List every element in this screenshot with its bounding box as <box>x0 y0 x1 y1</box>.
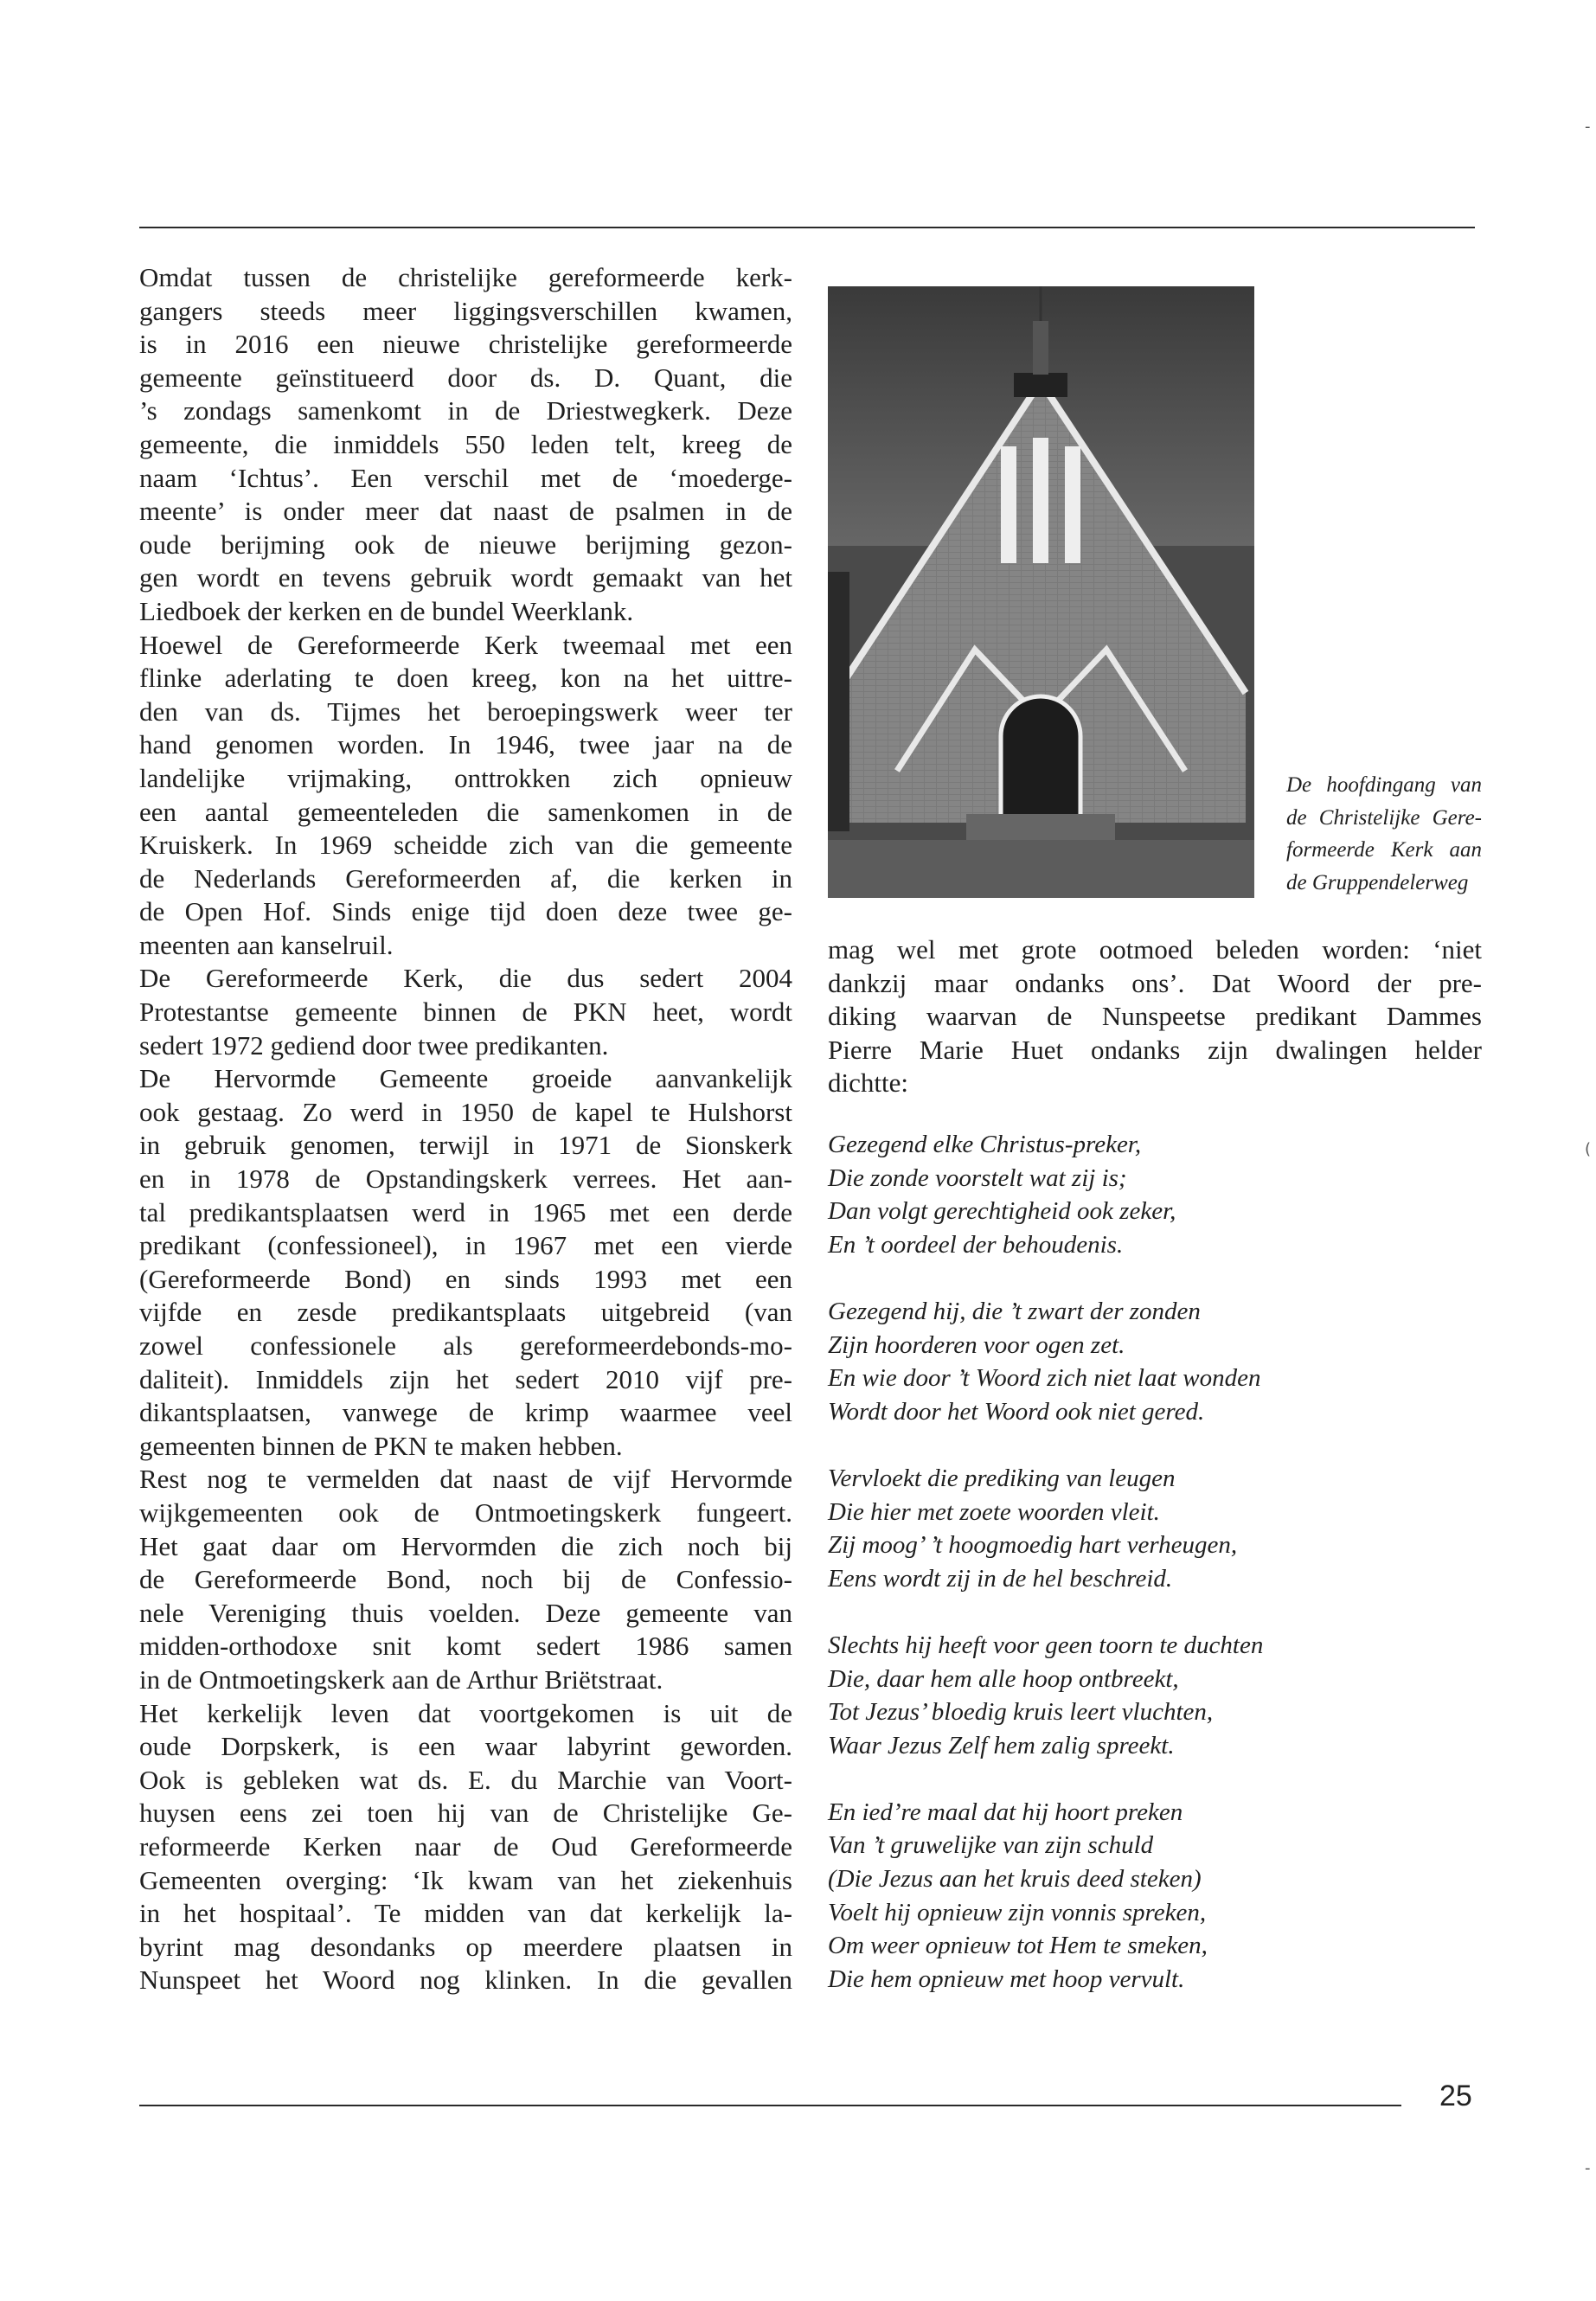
text-line: Rest nog te vermelden dat naast de vijf Hervormde <box>139 1464 792 1495</box>
top-rule <box>139 227 1475 228</box>
text-line: Omdat tussen de christelijke gereformeerde kerk- <box>139 262 792 292</box>
text-line: predikant (confessioneel), in 1967 met een vierde <box>139 1230 792 1261</box>
poem-line: En ’t oordeel der behoudenis. <box>828 1230 1124 1259</box>
poem-line: Die hier met zoete woorden vleit. <box>828 1497 1160 1526</box>
text-line: wijkgemeenten ook de Ontmoetingskerk fungeert. <box>139 1497 792 1528</box>
poem-line: En wie door ’t Woord zich niet laat wonden <box>828 1364 1261 1393</box>
text-line: huysen eens zei toen hij van de Christelijke Ge- <box>139 1798 792 1829</box>
poem-line: En ied’re maal dat hij hoort preken <box>828 1798 1183 1826</box>
poem-line: Voelt hij opnieuw zijn vonnis spreken, <box>828 1898 1207 1926</box>
text-line: vijfde en zesde predikantsplaats uitgebreid (van <box>139 1297 792 1328</box>
text-line: mag wel met grote ootmoed beleden worden: ‘niet <box>828 934 1482 965</box>
text-line: gangers steeds meer liggingsverschillen kwamen, <box>139 295 792 326</box>
poem-line: Eens wordt zij in de hel beschreid. <box>828 1564 1173 1593</box>
poem-stanza <box>828 1295 1482 1428</box>
poem-line: Tot Jezus’ bloedig kruis leert vluchten, <box>828 1698 1214 1727</box>
text-line: Het gaat daar om Hervormden die zich noch bij <box>139 1530 792 1561</box>
poem-stanza <box>828 1128 1482 1261</box>
caption-line: de Christelijke Gere- <box>1286 805 1482 830</box>
text-line: meente’ is onder meer dat naast de psalmen in de <box>139 496 792 527</box>
text-line: oude Dorpskerk, is een waar labyrint geworden. <box>139 1731 792 1762</box>
poem-line: Waar Jezus Zelf hem zalig spreekt. <box>828 1731 1175 1759</box>
text-line: en in 1978 de Opstandingskerk verrees. Het aan- <box>139 1163 792 1195</box>
text-line: byrint mag desondanks op meerdere plaatsen in <box>139 1931 792 1962</box>
poem-line: Zij moog’ ’t hoogmoedig hart verheugen, <box>828 1531 1238 1560</box>
text-line: Pierre Marie Huet ondanks zijn dwalingen helder <box>828 1034 1482 1065</box>
poem-line: Vervloekt die prediking van leugen <box>828 1464 1176 1492</box>
poem-stanza <box>828 1796 1482 1997</box>
text-line: (Gereformeerde Bond) en sinds 1993 met een <box>139 1263 792 1294</box>
text-line: Protestantse gemeente binnen de PKN heet, wordt <box>139 997 792 1028</box>
text-line: Hoewel de Gereformeerde Kerk tweemaal met een <box>139 629 792 660</box>
text-line: ook gestaag. Zo werd in 1950 de kapel te Hulshorst <box>139 1096 792 1127</box>
text-line: daliteit). Inmiddels zijn het sedert 2010 vijf pre- <box>139 1363 792 1394</box>
right-column-text <box>828 933 1482 1100</box>
poem-line: Zijn hoorderen voor ogen zet. <box>828 1330 1125 1359</box>
poem-line: Van ’t gruwelijke van zijn schuld <box>828 1831 1154 1860</box>
text-line: Kruiskerk. In 1969 scheidde zich van die gemeente <box>139 830 792 861</box>
text-line: sedert 1972 gediend door twee predikanten. <box>139 1029 609 1061</box>
poem-stanza <box>828 1629 1482 1762</box>
text-line: de Open Hof. Sinds enige tijd doen deze twee ge- <box>139 896 792 927</box>
text-line: ’s zondags samenkomt in de Driestwegkerk. Deze <box>139 395 792 426</box>
poem <box>828 1128 1482 1996</box>
text-line: Ook is gebleken wat ds. E. du Marchie van Voort- <box>139 1764 792 1795</box>
text-line: landelijke vrijmaking, onttrokken zich opnieuw <box>139 762 792 793</box>
text-line: de Nederlands Gereformeerden af, die kerken in <box>139 862 792 894</box>
text-line: meenten aan kanselruil. <box>139 929 394 960</box>
text-line: gemeenten binnen de PKN te maken hebben. <box>139 1430 623 1461</box>
poem-line: Die zonde voorstelt wat zij is; <box>828 1163 1127 1192</box>
text-line: Het kerkelijk leven dat voortgekomen is uit de <box>139 1697 792 1728</box>
text-line: dikantsplaatsen, vanwege de krimp waarmee veel <box>139 1397 792 1428</box>
poem-line: Dan volgt gerechtigheid ook zeker, <box>828 1197 1176 1226</box>
text-line: dankzij maar ondanks ons’. Dat Woord der pre- <box>828 967 1482 998</box>
left-column-text <box>139 261 792 1997</box>
text-line: is in 2016 een nieuwe christelijke gereformeerde <box>139 329 792 360</box>
text-line: den van ds. Tijmes het beroepingswerk weer ter <box>139 695 792 727</box>
poem-line: Die hem opnieuw met hoop vervult. <box>828 1965 1185 1993</box>
text-line: naam ‘Ichtus’. Een verschil met de ‘moederge- <box>139 462 792 493</box>
poem-line: Wordt door het Woord ook niet gered. <box>828 1397 1205 1426</box>
text-line: oude berijming ook de nieuwe berijming gezon- <box>139 529 792 560</box>
poem-line: Slechts hij heeft voor geen toorn te duchten <box>828 1631 1264 1659</box>
text-line: in gebruik genomen, terwijl in 1971 de Sionskerk <box>139 1130 792 1161</box>
text-line: gemeente geïnstitueerd door ds. D. Quant, die <box>139 362 792 393</box>
poem-line: Om weer opnieuw tot Hem te smeken, <box>828 1932 1208 1960</box>
text-line: nele Vereniging thuis voelden. Deze gemeente van <box>139 1597 792 1628</box>
poem-line: Gezegend hij, die ’t zwart der zonden <box>828 1297 1201 1325</box>
text-line: een aantal gemeenteleden die samenkomen in de <box>139 796 792 827</box>
caption-line: formeerde Kerk aan <box>1286 838 1482 862</box>
registration-mark-icon: ( <box>1585 1140 1592 1158</box>
text-line: De Hervormde Gemeente groeide aanvankelijk <box>139 1063 792 1094</box>
text-line: De Gereformeerde Kerk, die dus sedert 2004 <box>139 963 792 994</box>
text-line: midden-orthodoxe snit komt sedert 1986 samen <box>139 1631 792 1662</box>
text-line: gemeente, die inmiddels 550 leden telt, kreeg de <box>139 428 792 459</box>
crop-mark-icon: - <box>1585 2159 1591 2177</box>
text-line: dichtte: <box>828 1067 908 1099</box>
crop-mark-icon: - <box>1585 118 1591 136</box>
text-line: Gemeenten overging: ‘Ik kwam van het ziekenhuis <box>139 1864 792 1895</box>
text-line: tal predikantsplaatsen werd in 1965 met een derde <box>139 1196 792 1227</box>
text-line: gen wordt en tevens gebruik wordt gemaakt van het <box>139 562 792 593</box>
text-line: reformeerde Kerken naar de Oud Gereformeerde <box>139 1830 792 1862</box>
text-line: Liedboek der kerken en de bundel Weerklank. <box>139 595 634 626</box>
poem-line: Gezegend elke Christus-preker, <box>828 1131 1142 1158</box>
poem-line: Die, daar hem alle hoop ontbreekt, <box>828 1664 1179 1693</box>
page-number: 25 <box>1439 2080 1472 2112</box>
text-line: in de Ontmoetingskerk aan de Arthur Briëtstraat. <box>139 1663 663 1695</box>
text-line: zowel confessionele als gereformeerdebonds-mo- <box>139 1330 792 1361</box>
text-line: flinke aderlating te doen kreeg, kon na het uittre- <box>139 663 792 694</box>
text-line: in het hospitaal’. Te midden van dat kerkelijk la- <box>139 1898 792 1929</box>
text-line: de Gereformeerde Bond, noch bij de Confessio- <box>139 1564 792 1595</box>
caption-line: De hoofdingang van <box>1286 773 1482 797</box>
text-line: hand genomen worden. In 1946, twee jaar na de <box>139 729 792 760</box>
text-line: Nunspeet het Woord nog klinken. In die gevallen <box>139 1965 792 1996</box>
church-photo <box>828 286 1254 898</box>
poem-stanza <box>828 1462 1482 1595</box>
text-line: diking waarvan de Nunspeetse predikant Dammes <box>828 1001 1482 1032</box>
caption-line: de Gruppendelerweg <box>1286 871 1469 895</box>
bottom-rule <box>139 2105 1401 2106</box>
poem-line: (Die Jezus aan het kruis deed steken) <box>828 1865 1202 1894</box>
photo-caption <box>1286 769 1482 900</box>
